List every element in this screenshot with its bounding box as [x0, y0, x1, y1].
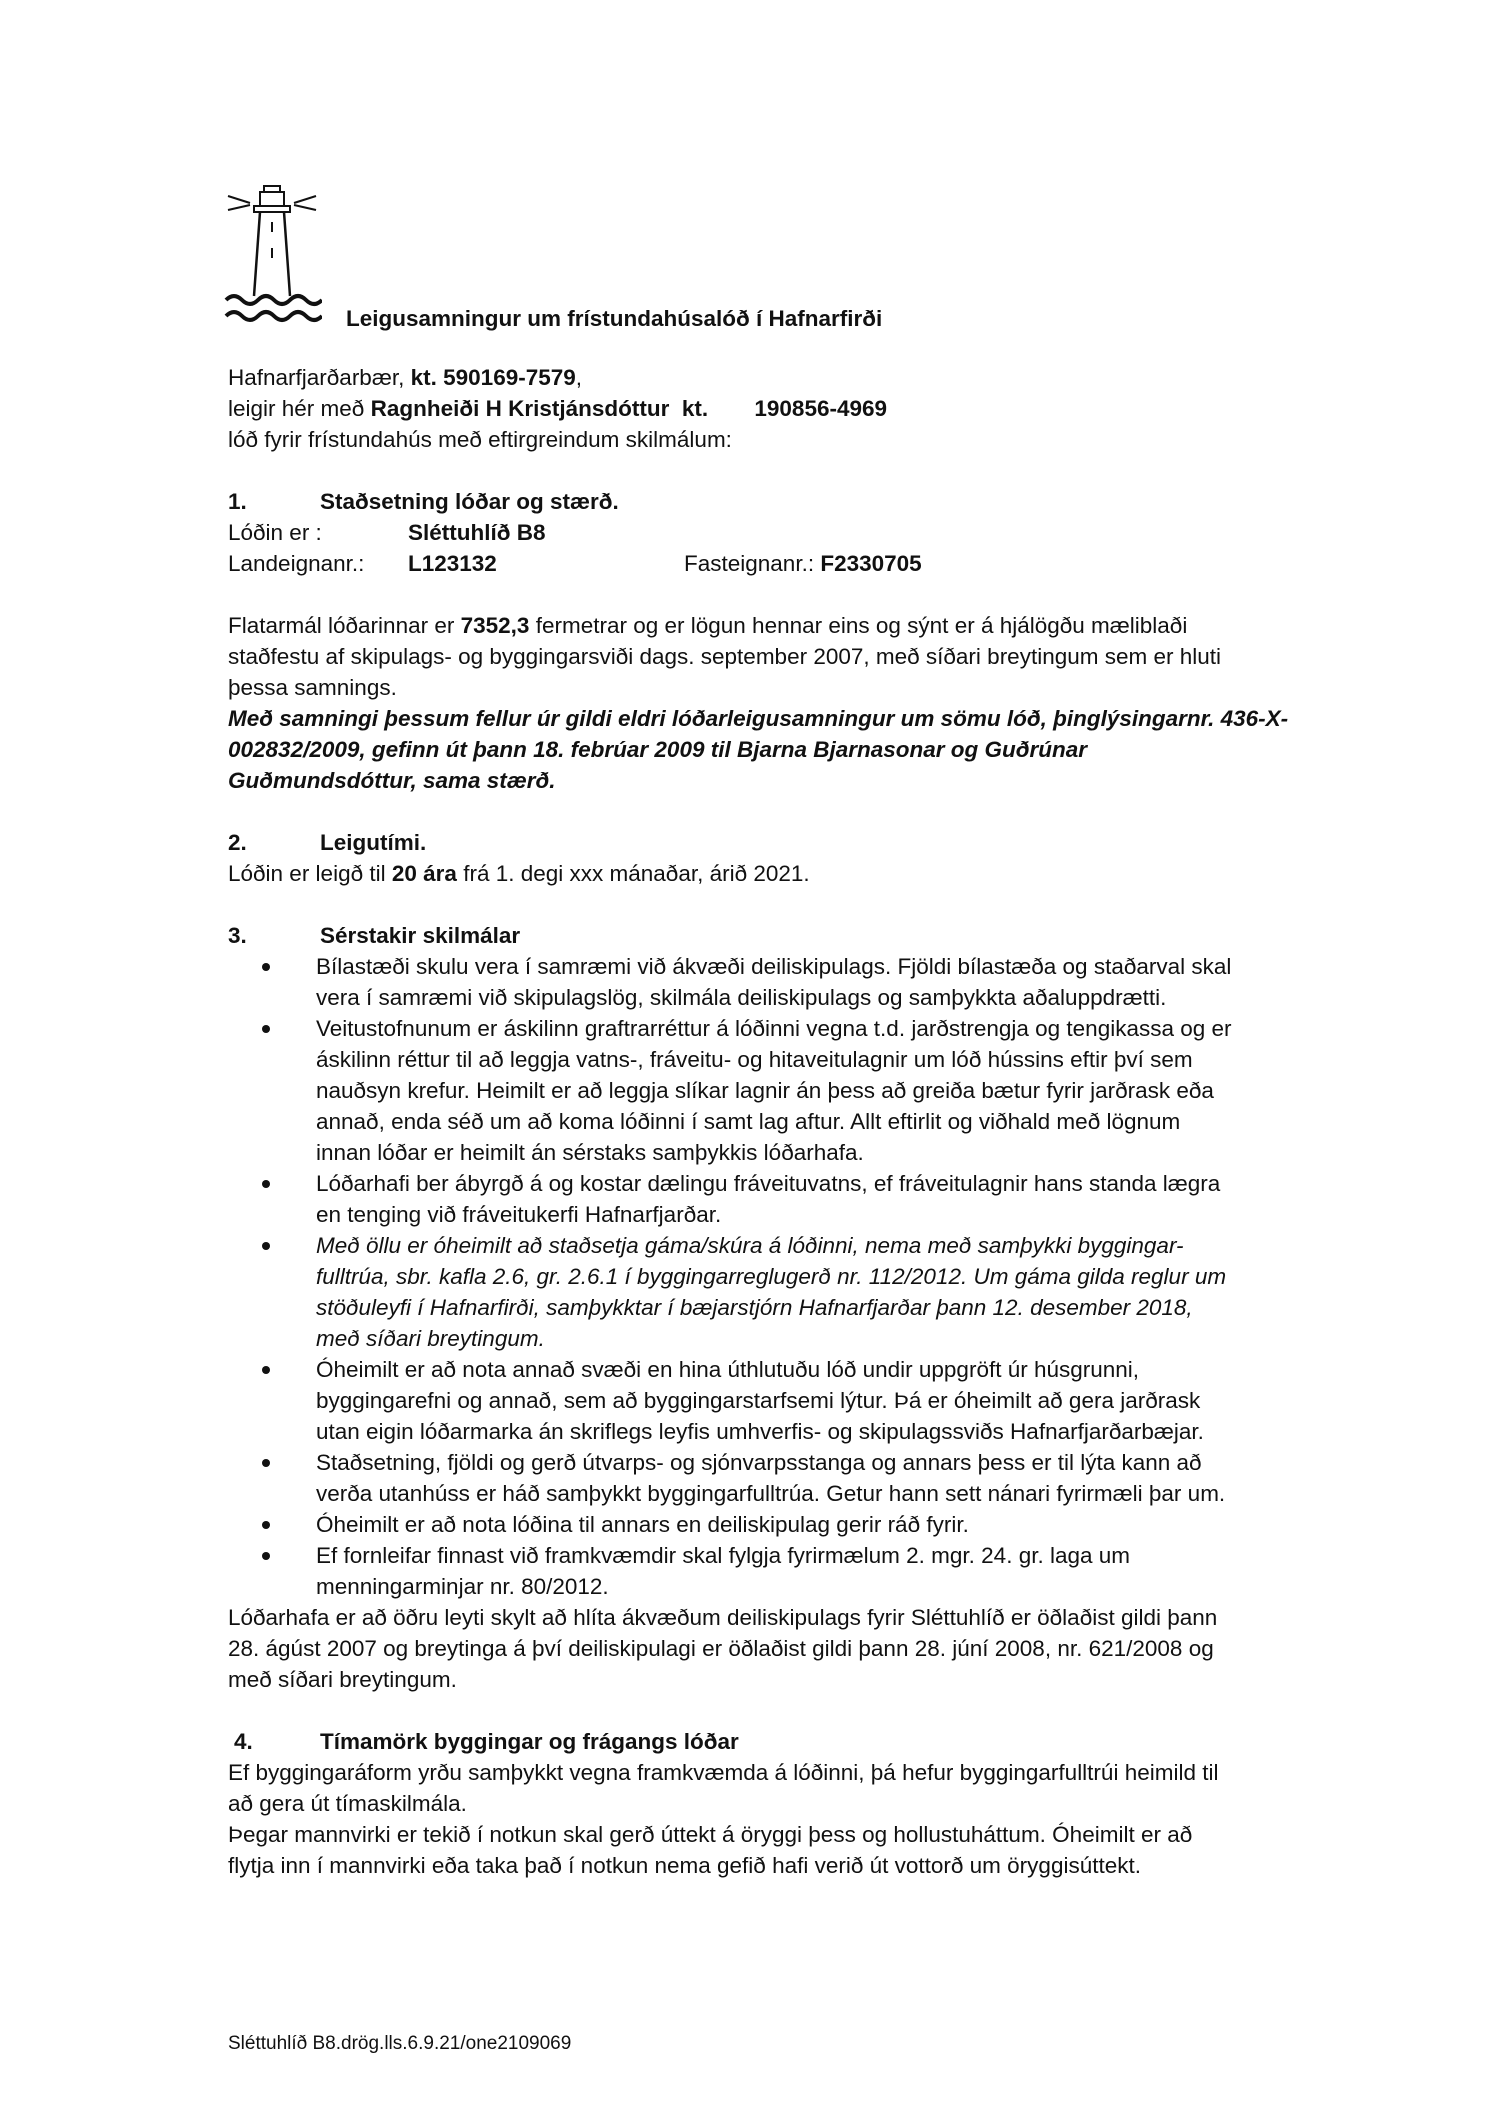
area-line-2: staðfestu af skipulags- og byggingarsviði dags. september 2007, með síðari breytingum sem er hluti	[228, 644, 1222, 669]
document-body	[228, 362, 1288, 1881]
area-line-1: Flatarmál lóðarinnar er 7352,3 fermetrar og er lögun hennar eins og sýnt er á hjálögðu mæliblaði	[228, 613, 1188, 638]
page-footer: Sléttuhlíð B8.drög.lls.6.9.21/one2109069	[228, 2033, 572, 2054]
list-item: Staðsetning, fjöldi og gerð útvarps- og sjónvarpsstanga og annars þess er til lýta kann að verða utanhúss er háð samþykkt byggingarfulltrúa. Getur hann sett nánari fyrirmæli þar um.	[316, 1447, 1288, 1509]
lessee-kt: 190856-4969	[754, 396, 888, 421]
closing-line-2: 28. ágúst 2007 og breytinga á því deiliskipulagi er öðlaðist gildi þann 28. júní 2008, nr. 621/2008 og	[228, 1636, 1214, 1661]
list-item: Óheimilt er að nota annað svæði en hina úthlutuðu lóð undir uppgröft úr húsgrunni, byggingarefni og annað, sem að byggingarstarfsemi lýtur. Þá er óheimilt að gera jarðrask utan eigin lóðarmarka án skriflegs leyfis umhverfis- og skipulagssviðs Hafnarfjarðarbæjar.	[316, 1354, 1288, 1447]
section-3-heading: 3. Sérstakir skilmálar	[228, 923, 521, 948]
lot-numbers-row: Landeignanr.: L123132 Fasteignanr.: F2330705	[228, 551, 922, 576]
section-4-line-1: Ef byggingaráform yrðu samþykkt vegna framkvæmda á lóðinni, þá hefur byggingarfulltrúi heimild til	[228, 1760, 1219, 1785]
section-2-heading: 2. Leigutími.	[228, 830, 427, 855]
section-4-line-4: flytja inn í mannvirki eða taka það í notkun nema gefið hafi verið út vottorð um öryggisúttekt.	[228, 1853, 1141, 1878]
list-item: Með öllu er óheimilt að staðsetja gáma/skúra á lóðinni, nema með samþykki byggingar- fulltrúa, sbr. kafla 2.6, gr. 2.6.1 í byggingarreglugerð nr. 112/2012. Um gáma gilda reglur um stöðuleyfi í Hafnarfirði, samþykktar í bæjarstjórn Hafnarfjarðar þann 12. desember 2018, með síðari breytingum.	[316, 1230, 1288, 1354]
closing-line-3: með síðari breytingum.	[228, 1667, 457, 1692]
list-item: Bílastæði skulu vera í samræmi við ákvæði deiliskipulags. Fjöldi bílastæða og staðarval skal vera í samræmi við skipulagslög, skilmála deiliskipulags og samþykkta aðaluppdrætti.	[316, 951, 1288, 1013]
intro-line-2: leigir hér með Ragnheiði H Kristjánsdóttur kt. 190856-4969	[228, 396, 888, 421]
bullet-icon	[262, 1552, 270, 1560]
section-1-heading: 1. Staðsetning lóðar og stærð.	[228, 489, 619, 514]
document-title: Leigusamningur um frístundahúsalóð í Hafnarfirði	[346, 306, 883, 331]
lessee-name: Ragnheiði H Kristjánsdóttur	[370, 396, 670, 421]
lot-row: Lóðin er : Sléttuhlíð B8	[228, 520, 546, 545]
section-4-heading: 4. Tímamörk byggingar og frágangs lóðar	[234, 1729, 739, 1754]
lighthouse-logo-icon	[222, 176, 322, 328]
bullet-icon	[262, 1521, 270, 1529]
list-item: Veitustofnunum er áskilinn graftrarréttur á lóðinni vegna t.d. jarðstrengja og tengikassa og er áskilinn réttur til að leggja vatns-, fráveitu- og hitaveitulagnir um lóð hússins eftir því sem nauðsyn krefur. Heimilt er að leggja slíkar lagnir án þess að greiða bætur fyrir jarðrask eða annað, enda séð um að koma lóðinni í samt lag aftur. Allt eftirlit og viðhald með lögnum innan lóðar er heimilt án sérstaks samþykkis lóðarhafa.	[316, 1013, 1288, 1168]
area-line-3: þessa samnings.	[228, 675, 397, 700]
section-4-line-2: að gera út tímaskilmála.	[228, 1791, 467, 1816]
closing-line-1: Lóðarhafa er að öðru leyti skylt að hlíta ákvæðum deiliskipulags fyrir Sléttuhlíð er öðlaðist gildi þann	[228, 1605, 1218, 1630]
bullet-icon	[262, 1242, 270, 1250]
note-line-3: Guðmundsdóttur, sama stærð.	[228, 768, 556, 793]
bullet-icon	[262, 1366, 270, 1374]
lease-term-line: Lóðin er leigð til 20 ára frá 1. degi xxx mánaðar, árið 2021.	[228, 861, 810, 886]
list-item: Lóðarhafi ber ábyrgð á og kostar dælingu fráveituvatns, ef fráveitulagnir hans standa lægra en tenging við fráveitukerfi Hafnarfjarðar.	[316, 1168, 1288, 1230]
section-4-line-3: Þegar mannvirki er tekið í notkun skal gerð úttekt á öryggi þess og hollustuháttum. Óheimilt er að	[228, 1822, 1193, 1847]
bullet-icon	[262, 1459, 270, 1467]
bullet-icon	[262, 1180, 270, 1188]
note-line-2: 002832/2009, gefinn út þann 18. febrúar 2009 til Bjarna Bjarnasonar og Guðrúnar	[228, 737, 1088, 762]
list-item: Óheimilt er að nota lóðina til annars en deiliskipulag gerir ráð fyrir.	[316, 1509, 1288, 1540]
intro-line-1: Hafnarfjarðarbær, kt. 590169-7579,	[228, 365, 583, 390]
note-line-1: Með samningi þessum fellur úr gildi eldri lóðarleigusamningur um sömu lóð, þinglýsingarnr. 436-X-	[228, 706, 1289, 731]
list-item: Ef fornleifar finnast við framkvæmdir skal fylgja fyrirmælum 2. mgr. 24. gr. laga um menningarminjar nr. 80/2012.	[316, 1540, 1288, 1602]
bullet-icon	[262, 1025, 270, 1033]
terms-list	[228, 951, 1288, 1602]
intro-line-3: lóð fyrir frístundahús með eftirgreindum skilmálum:	[228, 427, 732, 452]
bullet-icon	[262, 963, 270, 971]
